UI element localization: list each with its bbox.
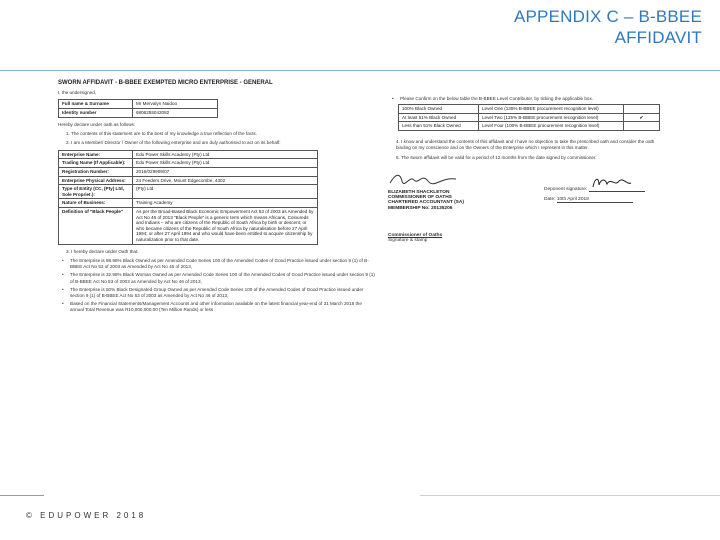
- table-row: [59, 109, 218, 118]
- point-5: 5. The sworn affidavit will be valid for a period of 12 months from the date signed by commissioner.: [396, 154, 597, 160]
- footer-divider-right: [420, 495, 720, 496]
- table-cell: 6806255042082: [133, 109, 218, 118]
- commissioner-signature-icon: [388, 171, 458, 187]
- table-cell: As per the Broad-Based Black Economic Empowerment Act 53 of 2003 as Amended by Act No 46 of 2013 "Black People" is a generic term which means Africans, Coloureds and Indians – who are citizens of the Republic of South Africa by birth or descent; or who became citizens of the Republic of South Africa by naturalisation before 27 April 1994; or after 27 April 1994 and who would have been entitled to acquire citizenship by naturalization prior to that date.: [133, 207, 318, 244]
- table-row: [59, 168, 318, 177]
- oath-bullets: [58, 258, 376, 314]
- table-row: [59, 100, 218, 109]
- table-cell: Nature of Business:: [59, 199, 133, 208]
- stamp-line: MEMBERSHIP No: 20135206: [388, 205, 453, 211]
- affidavit-scan: [58, 80, 670, 500]
- title-line-1: APPENDIX C – B-BBEE: [513, 7, 702, 26]
- header-divider: [0, 70, 720, 71]
- table-cell: Type of Entity (CC, (Pty) Ltd, Sole Propriet.):: [59, 185, 133, 199]
- table-cell: 2016/029909/07: [133, 168, 318, 177]
- table-cell: At least 51% Black Owned: [399, 113, 479, 122]
- table-row: [399, 122, 660, 131]
- commissioner-sub: Signature & stamp: [388, 238, 428, 244]
- page-title: [402, 6, 702, 48]
- table-row: [399, 105, 660, 114]
- table-cell: Edu Power Skills Academy (Pty) Ltd: [133, 150, 318, 159]
- deponent-date: [544, 197, 633, 203]
- table-cell: Less than 51% Black Owned: [399, 122, 479, 131]
- table-row: [59, 150, 318, 159]
- commissioner-label: Commissioner of Oaths: [388, 233, 443, 239]
- table-row: [59, 159, 318, 168]
- point-4: 4. I know and understand the contents of this affidavit and I have no objection to take the prescribed oath and consider the oath binding on my conscience and on the Owners of the Enterprise which I represent in this matter.: [396, 138, 655, 151]
- list-item: • The Enterprise is 88.98% Black Owned as per Amended Code Series 100 of the Amended Codes of Good Practice issued under section 9 (1) of B-BBEE Act No 53 of 2003 as Amended by Act No 46 of 2013,: [62, 258, 376, 270]
- table-cell: 24 Feeders Drive, Mount Edgecombe, 4302: [133, 176, 318, 185]
- stamp-line: ELIZABETH SHACKLETON: [388, 189, 450, 195]
- tick-mark: ✔: [624, 113, 660, 122]
- table-row: [59, 207, 318, 244]
- table-cell: Level One (135% B-BBEE procurement recognition level): [479, 105, 624, 114]
- table-row: [59, 176, 318, 185]
- level-table: [398, 104, 660, 131]
- table-cell: [624, 105, 660, 114]
- table-cell: Identity number: [59, 109, 133, 118]
- footer-divider-left: [0, 495, 44, 496]
- table-cell: Trading Name (If Applicable):: [59, 159, 133, 168]
- list-item: • The Enterprise is 32.98% Black Woman Owned as per Amended Code Series 100 of the Amended Codes of Good Practice issued under section 9 (1) of B-BBEE Act No 53 of 2003 as Amended by Act No 46 of 2013,: [62, 272, 376, 284]
- list-item: • Based on the Financial Statements/Management Accounts and other information available on the latest financial year-end of 31 March 2018 the annual Total Revenue was R10,000,000.00 (Ten Million Rands) or less: [62, 301, 376, 313]
- table-cell: Definition of "Black People": [59, 207, 133, 244]
- signature-block: [388, 167, 670, 244]
- table-cell: 100% Black Owned: [399, 105, 479, 114]
- affidavit-heading: SWORN AFFIDAVIT - B-BBEE EXEMPTED MICRO ENTERPRISE - GENERAL: [58, 80, 273, 86]
- table-cell: Level Four (100% B-BBEE procurement recognition level): [479, 122, 624, 131]
- affidavit-intro: I, the undersigned,: [58, 90, 97, 95]
- table-cell: Edu Power Skills Academy (Pty) Ltd: [133, 159, 318, 168]
- table-cell: Mr Mervalyn Naidoo: [133, 100, 218, 109]
- table-row: [59, 185, 318, 199]
- table-cell: Training Academy: [133, 199, 318, 208]
- point-1: 1. The contents of this statement are to the best of my knowledge a true reflection of the facts.: [66, 131, 257, 136]
- affidavit-left-column: [58, 80, 376, 316]
- table-row: [59, 199, 318, 208]
- table-cell: Registration Number:: [59, 168, 133, 177]
- commissioner-label-block: [388, 233, 442, 243]
- table-cell: [624, 122, 660, 131]
- point-2: 2. I am a Member/ Director / Owner of the following enterprise and am duly authorised to act on its behalf:: [66, 140, 281, 146]
- confirm-bullet: [388, 96, 670, 102]
- table-cell: Level Two (125% B-BBEE procurement recognition level): [479, 113, 624, 122]
- enterprise-table: [58, 150, 318, 245]
- deponent-signature-icon: [589, 175, 633, 189]
- stamp-line: CHARTERED ACCOUNTANT (SA): [388, 200, 464, 206]
- table-cell: (Pty) Ltd: [133, 185, 318, 199]
- identity-table: [58, 99, 218, 117]
- list-item: • The Enterprise is 50% Black Designated Group Owned as per Amended Code Series 100 of the Amended Codes of Good Practice issued under section 9 (1) of B-BBEE Act No 53 of 2003 as Amended by Act No 46 of 2013,: [62, 287, 376, 299]
- date-label: Date:: [544, 197, 556, 203]
- point-3: 3. I hereby declare under Oath that:: [66, 248, 139, 254]
- table-row: [399, 113, 660, 122]
- stamp-line: COMMISSIONER OF OATHS: [388, 195, 452, 201]
- affidavit-right-column: [388, 80, 670, 244]
- table-cell: Full name & Surname: [59, 100, 133, 109]
- deponent-signature-label: Deponent signature:: [544, 187, 588, 193]
- deponent-signature: [544, 175, 645, 192]
- table-cell: Enterprise Name:: [59, 150, 133, 159]
- list-item: • Please Confirm on the below table the B-BBEE Level Contributor, by ticking the applicable box.: [392, 96, 670, 102]
- table-cell: Enterprise Physical Address:: [59, 176, 133, 185]
- date-value: 10th April 2018: [557, 197, 633, 203]
- footer-copyright: © EDUPOWER 2018: [26, 511, 147, 520]
- commissioner-stamp: [388, 171, 498, 211]
- declare-text: Hereby declare under oath as follows:: [58, 121, 136, 127]
- title-line-2: AFFIDAVIT: [614, 28, 702, 47]
- signature-line: [589, 175, 645, 192]
